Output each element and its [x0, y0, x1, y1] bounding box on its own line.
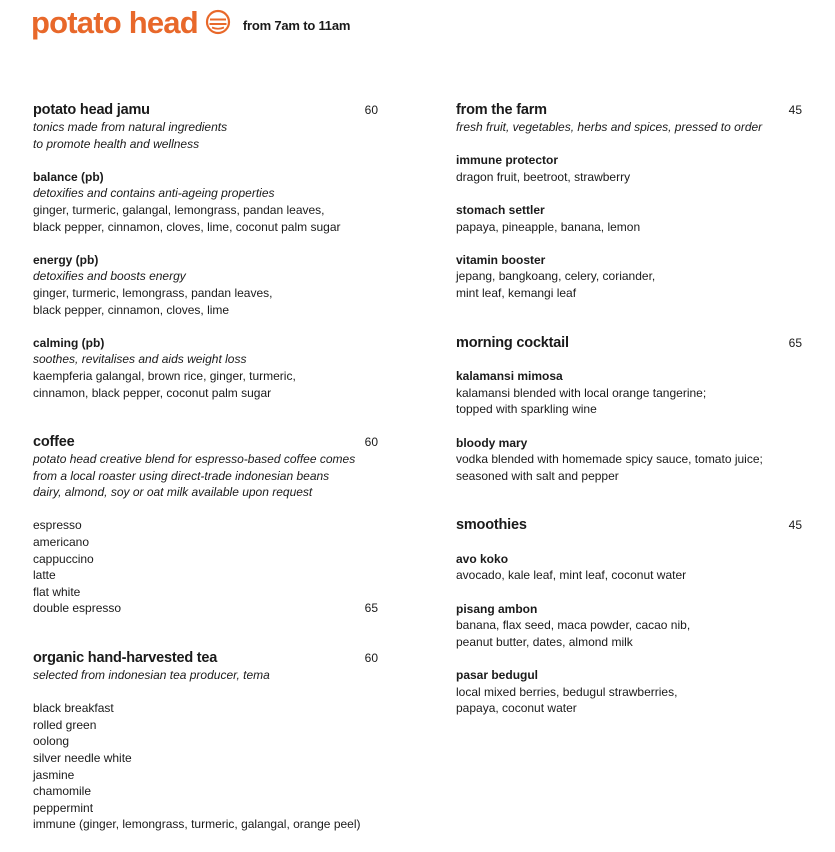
tea-list	[33, 700, 378, 833]
item-name: calming (pb)	[33, 335, 105, 350]
menu-item	[33, 169, 378, 235]
section-title: from the farm	[456, 102, 547, 118]
item-ingredients: jepang, bangkoang, celery, coriander, mint leaf, kemangi leaf	[456, 269, 656, 300]
item-name: vitamin booster	[456, 252, 546, 267]
list-item: americano	[33, 535, 90, 550]
item-ingredients: kaempferia galangal, brown rice, ginger, turmeric, cinnamon, black pepper, coconut palm sugar	[33, 368, 296, 400]
potato-head-logo-icon	[205, 9, 231, 35]
item-ingredients: dragon fruit, beetroot, strawberry	[456, 169, 631, 184]
section-morning-cocktail	[456, 334, 802, 485]
menu-item	[456, 667, 802, 717]
item-ingredients: local mixed berries, bedugul strawberries, papaya, coconut water	[456, 684, 678, 716]
menu-header	[31, 2, 350, 42]
item-ingredients: avocado, kale leaf, mint leaf, coconut water	[456, 568, 687, 583]
item-ingredients: ginger, turmeric, galangal, lemongrass, pandan leaves, black pepper, cinnamon, cloves, lime, coconut palm sugar	[33, 202, 341, 234]
item-name: balance (pb)	[33, 169, 104, 184]
menu-item	[456, 252, 802, 302]
menu-left-column	[33, 101, 378, 833]
list-item: cappuccino	[33, 551, 94, 566]
brand-name: potato head	[31, 4, 198, 40]
item-name: bloody mary	[456, 435, 528, 450]
section-title: morning cocktail	[456, 334, 569, 351]
menu-item	[456, 368, 802, 418]
item-ingredients: vodka blended with homemade spicy sauce, tomato juice; seasoned with salt and pepper	[456, 452, 763, 483]
item-name: energy (pb)	[33, 252, 99, 267]
item-name: stomach settler	[456, 202, 545, 217]
section-title: smoothies	[456, 517, 527, 534]
section-smoothies	[456, 516, 802, 717]
section-title: potato head jamu	[33, 102, 150, 118]
menu-item	[456, 202, 802, 235]
section-price: 60	[364, 435, 378, 450]
section-title: coffee	[33, 434, 75, 451]
list-item: immune (ginger, lemongrass, turmeric, galangal, orange peel)	[33, 817, 361, 832]
coffee-list	[33, 517, 378, 617]
list-item: latte	[33, 568, 56, 583]
section-description: tonics made from natural ingredients to promote health and wellness	[33, 120, 228, 151]
menu-right-column	[456, 101, 802, 717]
menu-item	[456, 435, 802, 485]
list-item: peppermint	[33, 800, 94, 815]
item-description: detoxifies and contains anti-ageing properties	[33, 186, 275, 201]
section-price: 60	[364, 103, 378, 117]
list-item: chamomile	[33, 784, 92, 799]
list-item: jasmine	[33, 767, 75, 782]
section-jamu	[33, 101, 378, 401]
list-item: silver needle white	[33, 751, 132, 765]
item-ingredients: ginger, turmeric, lemongrass, pandan leaves, black pepper, cinnamon, cloves, lime	[33, 285, 273, 317]
section-coffee	[33, 433, 378, 617]
item-name: kalamansi mimosa	[456, 369, 563, 384]
menu-item	[33, 335, 378, 401]
section-description: fresh fruit, vegetables, herbs and spices, pressed to order	[456, 120, 763, 134]
section-price: 60	[364, 651, 378, 666]
item-name: pisang ambon	[456, 601, 538, 616]
section-price: 45	[788, 518, 802, 533]
section-price: 65	[788, 335, 802, 350]
item-description: soothes, revitalises and aids weight loss	[33, 352, 247, 367]
list-item: espresso	[33, 518, 82, 533]
opening-hours: from 7am to 11am	[242, 17, 351, 33]
section-price: 45	[788, 103, 802, 117]
item-name: immune protector	[456, 153, 559, 168]
item-name: pasar bedugul	[456, 668, 539, 683]
item-ingredients: papaya, pineapple, banana, lemon	[456, 219, 641, 234]
section-tea	[33, 649, 378, 833]
list-item: oolong	[33, 734, 70, 749]
section-title: organic hand-harvested tea	[33, 650, 218, 667]
menu-item	[456, 551, 802, 584]
list-item: rolled green	[33, 717, 97, 732]
section-description: potato head creative blend for espresso-based coffee comes from a local roaster using direct-trade indonesian beans dairy, almond, soy or oat milk available upon request	[33, 452, 356, 500]
item-ingredients: banana, flax seed, maca powder, cacao nib, peanut butter, dates, almond milk	[456, 618, 691, 649]
section-from-the-farm	[456, 101, 802, 302]
menu-item	[33, 252, 378, 318]
item-name: avo koko	[456, 551, 509, 566]
section-description: selected from indonesian tea producer, tema	[33, 668, 270, 683]
list-item: black breakfast	[33, 701, 114, 716]
list-item: flat white	[33, 584, 81, 599]
item-price: 65	[364, 601, 378, 616]
item-description: detoxifies and boosts energy	[33, 269, 186, 284]
menu-item	[456, 152, 802, 185]
item-ingredients: kalamansi blended with local orange tangerine; topped with sparkling wine	[456, 385, 707, 417]
menu-item	[456, 601, 802, 651]
list-item: double espresso 65	[33, 601, 378, 616]
